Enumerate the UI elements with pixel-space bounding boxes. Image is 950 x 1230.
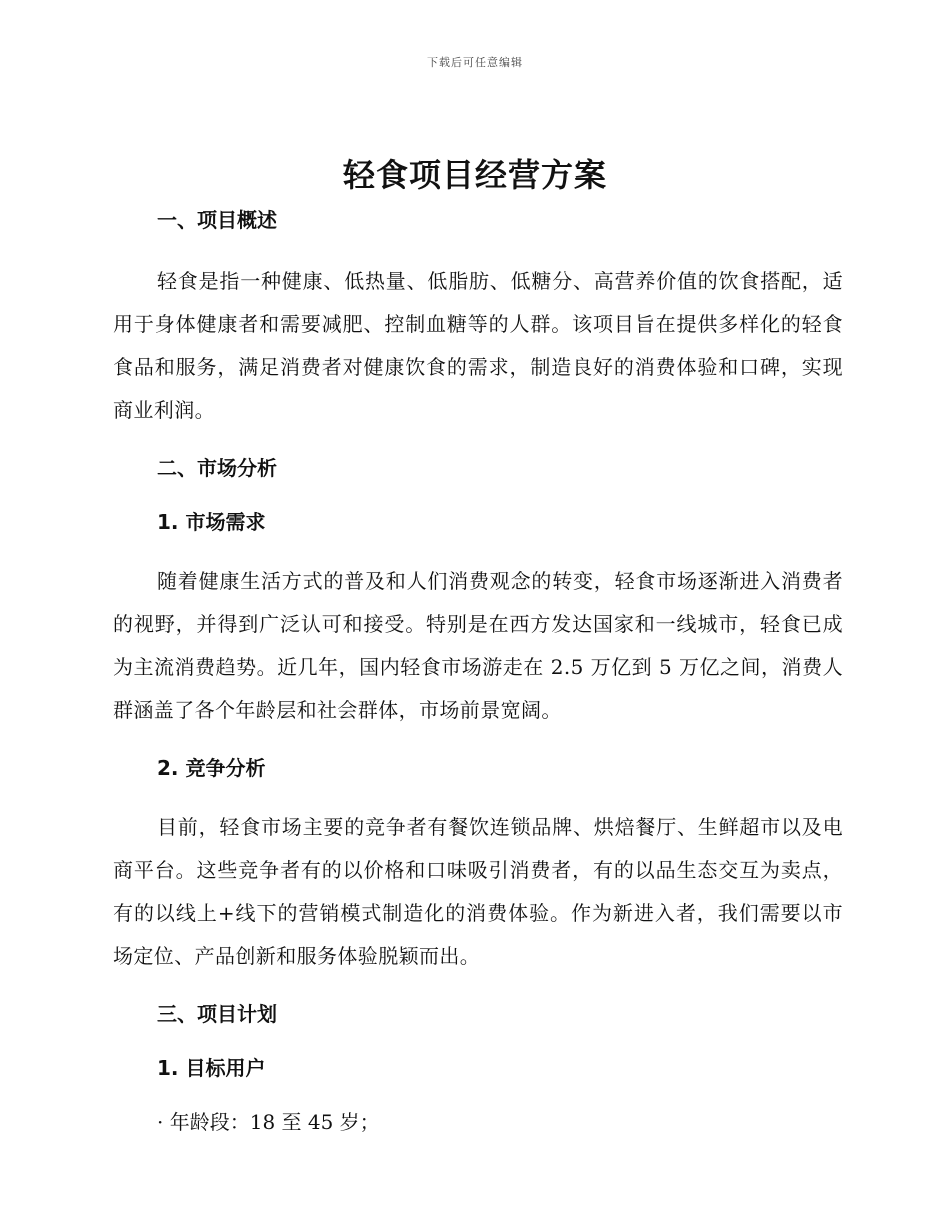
subheading-competition: 2. 竞争分析: [157, 756, 266, 780]
section-heading-overview: 一、项目概述: [157, 208, 277, 232]
subheading-market-demand: 1. 市场需求: [157, 510, 266, 534]
paragraph-competition: 目前，轻食市场主要的竞争者有餐饮连锁品牌、烘焙餐厅、生鲜超市以及电商平台。这些竞争者有的以价格和口味吸引消费者，有的以品生态交互为卖点，有的以线上+线下的营销模式制造化的消费体验。作为新进入者，我们需要以市场定位、产品创新和服务体验脱颖而出。: [113, 815, 843, 968]
document-body: [113, 204, 843, 1138]
section-heading-plan: 三、项目计划: [157, 1002, 277, 1026]
header-note: 下载后可任意编辑: [427, 56, 523, 69]
paragraph-overview: 轻食是指一种健康、低热量、低脂肪、低糖分、高营养价值的饮食搭配，适用于身体健康者和需要减肥、控制血糖等的人群。该项目旨在提供多样化的轻食食品和服务，满足消费者对健康饮食的需求，制造良好的消费体验和口碑，实现商业利润。: [113, 269, 843, 422]
list-item: · 年龄段：18 至 45 岁；: [157, 1110, 380, 1134]
subheading-target-users: 1. 目标用户: [157, 1056, 266, 1080]
section-heading-market: 二、市场分析: [157, 456, 277, 480]
paragraph-market-demand: 随着健康生活方式的普及和人们消费观念的转变，轻食市场逐渐进入消费者的视野，并得到广泛认可和接受。特别是在西方发达国家和一线城市，轻食已成为主流消费趋势。近几年，国内轻食市场游走在 2.5 万亿到 5 万亿之间，消费人群涵盖了各个年龄层和社会群体，市场前景宽阔。: [113, 569, 843, 722]
document-title: 轻食项目经营方案: [342, 156, 607, 194]
